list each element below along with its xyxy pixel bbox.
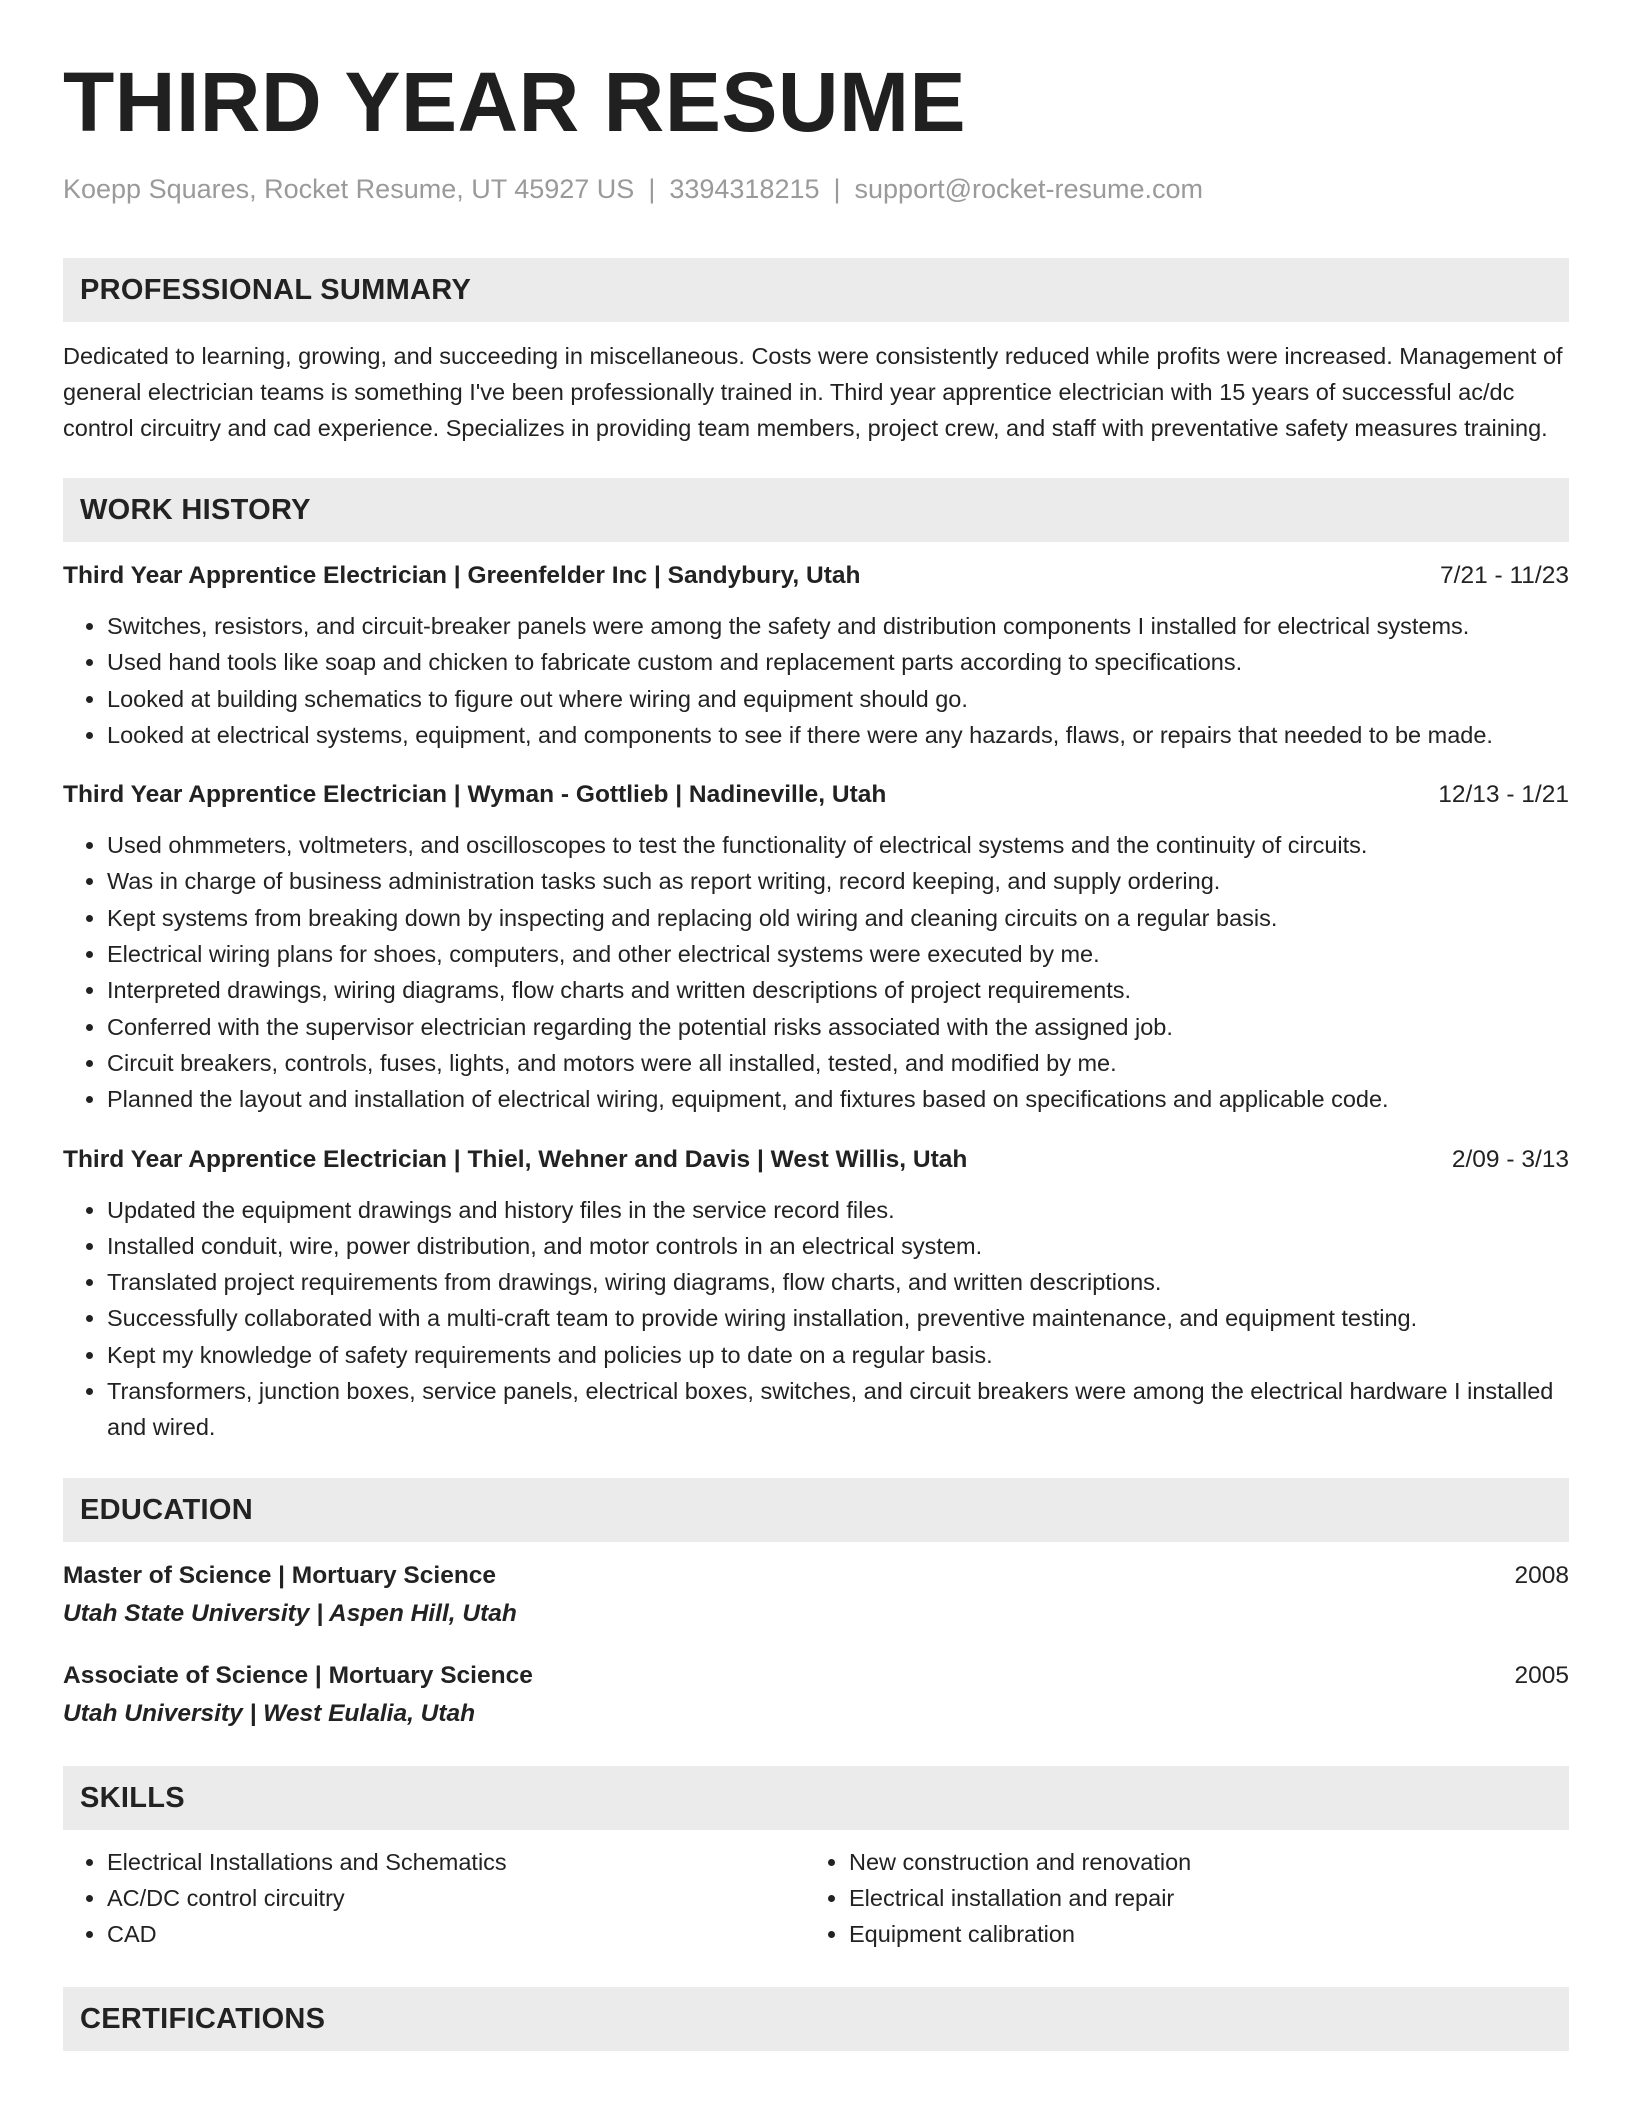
job-bullet: • Updated the equipment drawings and history files in the service record files.	[107, 1192, 1569, 1228]
contact-address: Koepp Squares, Rocket Resume, UT 45927 US	[63, 174, 635, 204]
education-year: 2005	[1514, 1661, 1569, 1689]
education-year: 2008	[1514, 1561, 1569, 1589]
education-entry	[63, 1558, 1569, 1634]
job-bullet-list	[63, 1192, 1569, 1446]
job-title: Third Year Apprentice Electrician | Thiel, Wehner and Davis | West Willis, Utah	[63, 1145, 968, 1173]
job-bullet: • Interpreted drawings, wiring diagrams, flow charts and written descriptions of project requirements.	[107, 972, 1569, 1008]
job-dates: 2/09 - 3/13	[1451, 1145, 1569, 1173]
job-dates: 7/21 - 11/23	[1440, 562, 1569, 589]
skills-list	[63, 1844, 805, 1953]
contact-line	[63, 172, 1569, 206]
job-bullet: • Switches, resistors, and circuit-breaker panels were among the safety and distribution components I installed for electrical systems.	[107, 608, 1569, 644]
skills-grid	[63, 1844, 1569, 1953]
job-title: Third Year Apprentice Electrician | Wyman - Gottlieb | Nadineville, Utah	[63, 781, 887, 809]
job-bullet: • Translated project requirements from drawings, wiring diagrams, flow charts, and written descriptions.	[107, 1264, 1569, 1300]
job-bullet: • Used hand tools like soap and chicken to fabricate custom and replacement parts according to specifications.	[107, 644, 1569, 680]
job-header	[63, 777, 1569, 813]
job-dates: 12/13 - 1/21	[1438, 781, 1569, 809]
education-degree: Associate of Science | Mortuary Science	[63, 1661, 533, 1689]
job-bullet: • Installed conduit, wire, power distribution, and motor controls in an electrical system.	[107, 1228, 1569, 1264]
job-bullet: • Kept systems from breaking down by inspecting and replacing old wiring and cleaning circuits on a regular basis.	[107, 900, 1569, 936]
skill-item: • New construction and renovation	[849, 1844, 1547, 1880]
education-entry	[63, 1658, 1569, 1734]
education-header	[63, 1558, 1569, 1594]
job-title: Third Year Apprentice Electrician | Greenfelder Inc | Sandybury, Utah	[63, 562, 861, 589]
job-bullet-list	[63, 608, 1569, 753]
education-school: Utah University | West Eulalia, Utah	[63, 1699, 476, 1727]
section-heading-skills: SKILLS	[63, 1766, 1569, 1830]
skill-item: • Electrical Installations and Schematics	[107, 1844, 805, 1880]
job-bullet: • Conferred with the supervisor electrician regarding the potential risks associated with the assigned job.	[107, 1009, 1569, 1045]
job-bullet: • Kept my knowledge of safety requirements and policies up to date on a regular basis.	[107, 1337, 1569, 1373]
contact-separator: |	[648, 174, 656, 204]
section-heading-education: EDUCATION	[63, 1478, 1569, 1542]
certifications-section	[63, 1987, 1569, 2051]
contact-email: support@rocket-resume.com	[854, 174, 1204, 204]
skills-list	[805, 1844, 1547, 1953]
skills-section	[63, 1766, 1569, 1953]
job-entry	[63, 777, 1569, 1117]
section-heading-work-history: WORK HISTORY	[63, 478, 1569, 542]
contact-separator: |	[833, 174, 841, 204]
education-school: Utah State University | Aspen Hill, Utah	[63, 1599, 517, 1627]
section-heading-certifications: CERTIFICATIONS	[63, 1987, 1569, 2051]
summary-text: Dedicated to learning, growing, and succeeding in miscellaneous. Costs were consistently reduced while profits were increased. Management of general electrician teams is something I've been professionally trained in. Third year apprentice electrician with 15 years of successful ac/dc control circuitry and cad experience. Specializes in providing team members, project crew, and staff with preventative safety measures training.	[63, 343, 1563, 441]
job-entry	[63, 1142, 1569, 1446]
skill-item: • Equipment calibration	[849, 1916, 1547, 1952]
work-history-section	[63, 478, 1569, 1446]
job-bullet-list	[63, 827, 1569, 1117]
job-bullet: • Used ohmmeters, voltmeters, and oscilloscopes to test the functionality of electrical systems and the continuity of circuits.	[107, 827, 1569, 863]
job-bullet: • Transformers, junction boxes, service panels, electrical boxes, switches, and circuit breakers were among the electrical hardware I installed and wired.	[107, 1373, 1569, 1446]
job-bullet: • Was in charge of business administration tasks such as report writing, record keeping, and supply ordering.	[107, 863, 1569, 899]
job-header	[63, 558, 1569, 594]
job-bullet: • Planned the layout and installation of electrical wiring, equipment, and fixtures based on specifications and applicable code.	[107, 1081, 1569, 1117]
contact-phone: 3394318215	[669, 174, 820, 204]
job-entry	[63, 558, 1569, 753]
skill-item: • AC/DC control circuitry	[107, 1880, 805, 1916]
education-degree: Master of Science | Mortuary Science	[63, 1561, 497, 1589]
job-bullet: • Circuit breakers, controls, fuses, lights, and motors were all installed, tested, and modified by me.	[107, 1045, 1569, 1081]
job-bullet: • Successfully collaborated with a multi-craft team to provide wiring installation, preventive maintenance, and equipment testing.	[107, 1300, 1569, 1336]
section-heading-summary: PROFESSIONAL SUMMARY	[63, 258, 1569, 322]
skill-item: • Electrical installation and repair	[849, 1880, 1547, 1916]
job-bullet: • Looked at electrical systems, equipment, and components to see if there were any hazards, flaws, or repairs that needed to be made.	[107, 717, 1569, 753]
job-bullet: • Looked at building schematics to figure out where wiring and equipment should go.	[107, 681, 1569, 717]
summary-section	[63, 258, 1569, 446]
education-header	[63, 1658, 1569, 1694]
skills-column-right	[805, 1844, 1547, 1953]
skill-item: • CAD	[107, 1916, 805, 1952]
resume-title: THIRD YEAR RESUME	[63, 55, 967, 149]
job-bullet: • Electrical wiring plans for shoes, computers, and other electrical systems were executed by me.	[107, 936, 1569, 972]
job-header	[63, 1142, 1569, 1178]
skills-column-left	[63, 1844, 805, 1953]
education-section	[63, 1478, 1569, 1734]
